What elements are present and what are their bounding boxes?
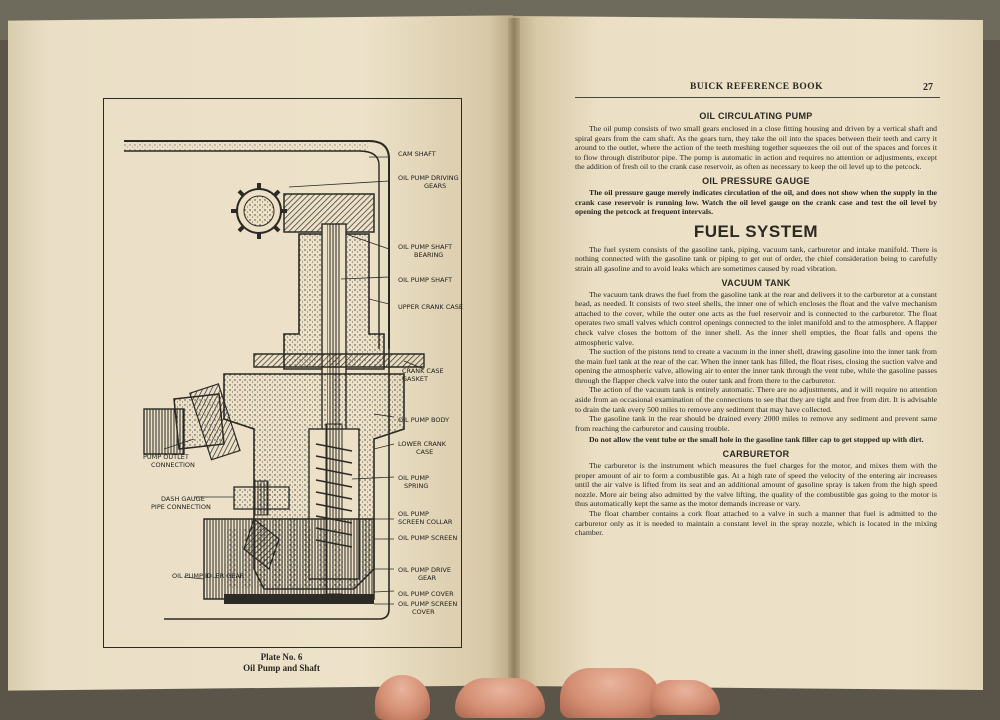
plate-number: Plate No. 6 — [260, 652, 303, 662]
header-rule — [575, 97, 940, 98]
label-pump-body: OIL PUMP BODY — [398, 416, 450, 424]
para-fuel-system: The fuel system consists of the gasoline tank, piping, vacuum tank, carburetor and intake manifold. There is nothing connected with the gasoline tank or piping to get out of order, the chief consideration being to carefully strain all gasoline and to avoid leaks which are sometimes caused by road vibration. — [575, 244, 937, 273]
label-dash-gauge — [151, 495, 211, 511]
label-screen-cover-line1: OIL PUMP SCREEN — [398, 600, 458, 608]
label-screen-collar-line2: SCREEN COLLAR — [398, 518, 453, 526]
label-cover: OIL PUMP COVER — [398, 590, 454, 598]
label-shaft-bearing-line2: BEARING — [414, 251, 444, 259]
para-oil-gauge: The oil pressure gauge merely indicates circulation of the oil, and does not show when the supply in the crank case reservoir is running low. Watch the oil level gauge on the crank case and test the oil level by opening the petcock at frequent intervals. — [575, 187, 937, 217]
heading-oil-circulating-pump: OIL CIRCULATING PUMP — [699, 111, 813, 121]
label-spring — [398, 474, 429, 490]
label-drive-gears — [398, 174, 459, 190]
plate-title: Oil Pump and Shaft — [243, 663, 320, 673]
label-screen-collar — [398, 510, 452, 526]
label-screen-cover-line2: COVER — [412, 608, 435, 616]
label-cam-shaft: CAM SHAFT — [398, 150, 436, 158]
label-drive-gears-line1: OIL PUMP DRIVING — [398, 174, 459, 182]
label-lower-case-line1: LOWER CRANK — [398, 440, 446, 448]
label-lower-case — [398, 440, 446, 456]
para-oil-pump: The oil pump consists of two small gears enclosed in a close fitting housing and driven by a vertical shaft and spiral gears from the cam shaft. As the gears turn, they take the oil into the spaces between their teeth and carry it around to the outlet, where the action of the teeth meshing together squeezes the oil out of the spaces and forces it to flow through distributor pipe. The pump is automatic in action and requires no attention or adjustments, except the addition of fresh oil to the crank case reservoir, as often as necessary to keep the oil level up to the petcock. — [575, 124, 937, 172]
running-head: BUICK REFERENCE BOOK — [690, 82, 823, 92]
label-screen-cover — [398, 600, 457, 616]
label-drive-gear-line2: GEAR — [418, 574, 437, 582]
para-carburetor-1: The carburetor is the instrument which measures the fuel charges for the motor, and mixes them with the proper amount of air to form a combustible gas. At a high rate of speed the velocity of the entering air increases until the air valve is lifted from its seat and an additional amount of gasoline spray is taken from the high speed nozzle. More air being also admitted by the valve lifting, the quality of the combustible gas going to the motor is thus automatically kept the same as the motor demands increase or vary. — [575, 461, 937, 509]
label-screen: OIL PUMP SCREEN — [398, 534, 458, 542]
para-vacuum-2: The suction of the pistons tend to create a vacuum in the inner shell, drawing gasoline into the inner tank from the main fuel tank at the rear of the car. When the inner tank has filled, the float rises, closing the suction valve and opening the atmospheric valve, allowing air to enter the inner tank through the vent tube, while the gasoline passes through the flapper check valve into the outer tank and from there to the carburetor. — [575, 347, 937, 385]
label-gasket-line2: GASKET — [402, 375, 428, 383]
label-gasket — [402, 367, 444, 383]
label-dash-gauge-line1: DASH GAUGE — [161, 495, 205, 503]
label-lower-case-line2: CASE — [416, 448, 434, 456]
label-drive-gear-line1: OIL PUMP DRIVE — [398, 566, 451, 574]
finger-middle — [455, 678, 545, 718]
cam-shaft-gear — [231, 183, 287, 239]
para-vent-tube: Do not allow the vent tube or the small hole in the gasoline tank filler cap to get stopped up with dirt. — [589, 435, 924, 445]
label-gasket-line1: CRANK CASE — [402, 367, 444, 375]
label-upper-case: UPPER CRANK CASE — [398, 303, 463, 311]
label-outlet-line1: PUMP OUTLET — [143, 453, 189, 461]
label-spring-line1: OIL PUMP — [398, 474, 429, 482]
label-dash-gauge-line2: PIPE CONNECTION — [151, 503, 211, 511]
heading-carburetor: CARBURETOR — [722, 449, 790, 460]
label-shaft-bearing-line1: OIL PUMP SHAFT — [398, 243, 453, 251]
page-number: 27 — [923, 82, 933, 93]
label-spring-line2: SPRING — [404, 482, 429, 490]
book-spine — [508, 18, 520, 688]
label-idler: OIL PUMP IDLER GEAR — [172, 572, 245, 580]
right-page-text — [575, 111, 937, 538]
plate-caption — [103, 652, 460, 674]
label-drive-gear — [398, 566, 451, 582]
label-pump-shaft: OIL PUMP SHAFT — [398, 276, 453, 284]
heading-oil-pressure-gauge: OIL PRESSURE GAUGE — [702, 175, 810, 186]
para-vacuum-1: The vacuum tank draws the fuel from the gasoline tank at the rear and delivers it to the carburetor at a constant head, as needed. It consists of two steel shells, the inner one of which encloses the float and the valve mechanism attached to the cover, while the outer one acts as the fuel reservoir and is connected to the carburetor. The float operates two small valves which control openings connected to the inlet manifold and to the atmosphere. A flapper check valve closes the bottom of the inner shell. As the inner shell empties, the float falls and opens the atmospheric valve. — [575, 289, 937, 347]
label-outlet — [143, 453, 195, 469]
label-drive-gears-line2: GEARS — [424, 182, 447, 190]
label-screen-collar-line1: OIL PUMP — [398, 510, 429, 518]
para-carburetor-2: The float chamber contains a cork float attached to a valve in such a manner that fuel is admitted to the carburetor only as it is needed to maintain a constant level in the spray nozzle, which is located in the mixing chamber. — [575, 509, 937, 538]
label-outlet-line2: CONNECTION — [151, 461, 195, 469]
heading-fuel-system: FUEL SYSTEM — [693, 221, 819, 241]
finger-right — [560, 668, 660, 718]
para-vacuum-4: The gasoline tank in the rear should be drained every 2000 miles to remove any sediment and prevent same from reaching the carburetor and causing trouble. — [575, 414, 937, 433]
label-shaft-bearing — [398, 243, 452, 259]
heading-vacuum-tank: VACUUM TANK — [721, 277, 791, 288]
para-vacuum-3: The action of the vacuum tank is entirely automatic. There are no adjustments, and it will require no attention aside from an occasional examination of the connections to see that they are tight and free from dirt. It is advisable to drain the tank every 500 miles to remove any sediment that may have collected. — [575, 385, 937, 414]
